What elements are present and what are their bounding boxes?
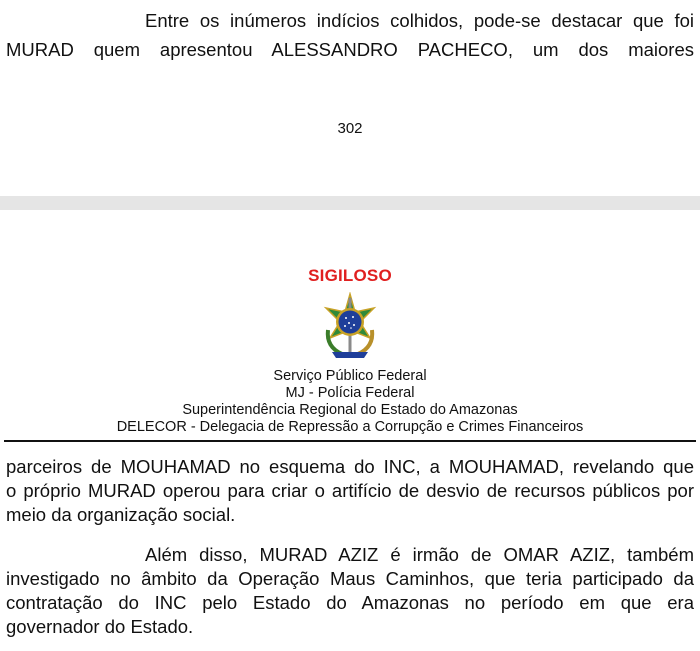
brazil-coat-of-arms-icon <box>318 292 382 362</box>
page-number: 302 <box>337 120 363 137</box>
paragraph-line: governador do Estado. <box>6 616 194 637</box>
paragraph-line: o próprio MURAD operou para criar o artifício de desvio de recursos públicos por <box>6 480 694 501</box>
paragraph-line: contratação do INC pelo Estado do Amazonas no período em que era <box>6 592 694 613</box>
header-line: MJ - Polícia Federal <box>285 385 415 401</box>
institution-header <box>0 368 700 436</box>
paragraph-line: meio da organização social. <box>6 504 236 525</box>
header-line: Superintendência Regional do Estado do Amazonas <box>182 402 518 418</box>
paragraph-line: MURAD quem apresentou ALESSANDRO PACHECO, um dos maiores <box>6 39 694 60</box>
header-line: Serviço Público Federal <box>273 368 427 384</box>
paragraph-line: Além disso, MURAD AZIZ é irmão de OMAR AZIZ, também <box>145 544 694 565</box>
header-line: DELECOR - Delegacia de Repressão a Corrupção e Crimes Financeiros <box>116 419 584 435</box>
document-page-top <box>0 0 700 196</box>
paragraph-line: Entre os inúmeros indícios colhidos, pode-se destacar que foi <box>145 10 694 31</box>
paragraph-line: investigado no âmbito da Operação Maus Caminhos, que teria participado da <box>6 568 694 589</box>
header-divider <box>4 440 696 442</box>
page-separator <box>0 196 700 210</box>
document-page-bottom <box>0 210 700 651</box>
paragraph-line: parceiros de MOUHAMAD no esquema do INC, a MOUHAMAD, revelando que <box>6 456 694 477</box>
classification-stamp: SIGILOSO <box>308 266 392 285</box>
